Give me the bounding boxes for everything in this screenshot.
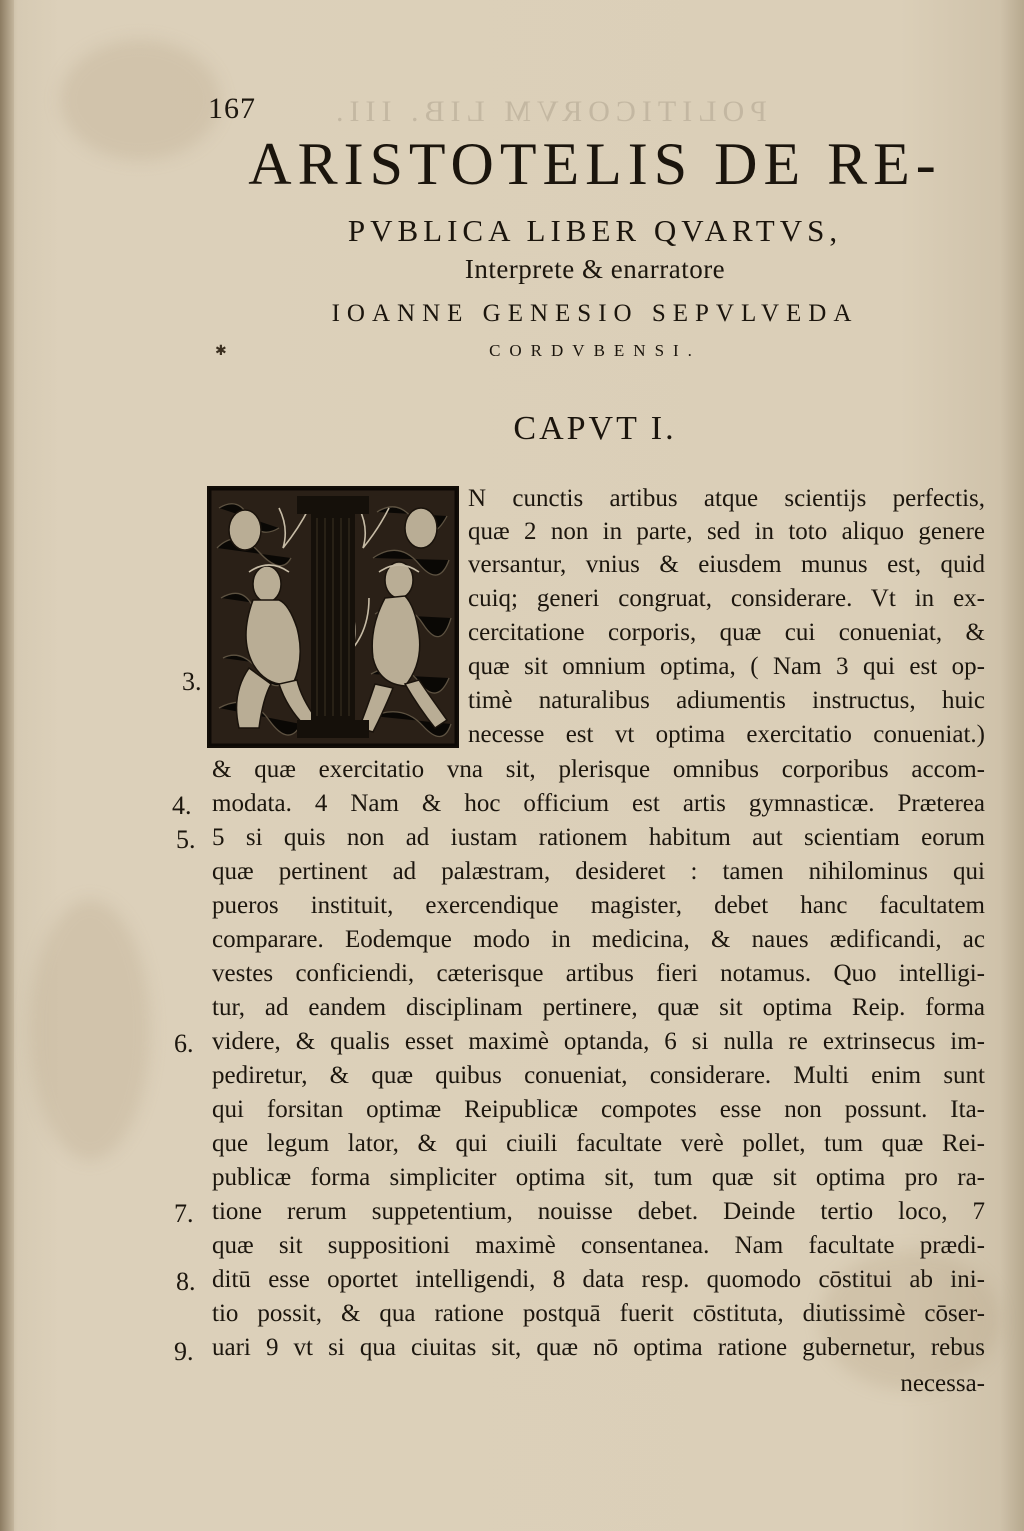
text-line: tione rerum suppetentium, nouisse debet. Deinde tertio loco, 7 xyxy=(212,1198,985,1225)
text-line: ditū esse oportet intelligendi, 8 data resp. quomodo cōstitui ab ini- xyxy=(212,1266,985,1293)
text-line: modata. 4 Nam & hoc officium est artis gymnasticæ. Præterea xyxy=(212,790,985,817)
stray-ink-mark: ✱ xyxy=(215,343,227,359)
text-line: qui forsitan optimæ Reipublicæ compotes esse non possunt. Ita- xyxy=(212,1096,985,1123)
text-line: publicæ forma simpliciter optima sit, tum quæ sit optima pro ra- xyxy=(212,1164,985,1191)
text-line: uari 9 vt si qua ciuitas sit, quæ nō optima ratione gubernetur, rebus xyxy=(212,1334,985,1361)
text-line: tur, ad eandem disciplinam pertinere, quæ sit optima Reip. forma xyxy=(212,994,985,1021)
title-line-1: ARISTOTELIS DE RE- xyxy=(248,131,942,197)
margin-note-9: 9. xyxy=(174,1337,194,1366)
margin-note-5: 5. xyxy=(176,825,196,854)
text-line: versantur, vnius & eiusdem munus est, quid xyxy=(468,551,985,578)
text-line: & quæ exercitatio vna sit, plerisque omnibus corporibus accom- xyxy=(212,756,985,783)
text-line: quæ 2 non in parte, sed in toto aliquo genere xyxy=(468,518,985,545)
margin-note-3: 3. xyxy=(182,667,202,696)
text-line: tio possit, & qua ratione postquā fuerit cōstituta, diutissimè cōser- xyxy=(212,1300,985,1327)
bleed-through-heading: POLITICORVM LIB. III. xyxy=(330,95,767,128)
text-line: N cunctis artibus atque scientijs perfectis, xyxy=(468,485,985,512)
text-line: timè naturalibus adiumentis instructus, huic xyxy=(468,687,985,714)
text-line: pediretur, & quæ quibus conueniat, considerare. Multi enim sunt xyxy=(212,1062,985,1089)
text-line: quæ sit suppositioni maximè consentanea. Nam facultate prædi- xyxy=(212,1232,985,1259)
text-line: que legum lator, & qui ciuili facultate verè pollet, tum quæ Rei- xyxy=(212,1130,985,1157)
page-number: 167 xyxy=(208,92,256,125)
text-line: comparare. Eodemque modo in medicina, & naues ædificandi, ac xyxy=(212,926,985,953)
text-line: quæ sit omnium optima, ( Nam 3 qui est op- xyxy=(468,653,985,680)
margin-note-4: 4. xyxy=(172,791,192,820)
chapter-heading: CAPVT I. xyxy=(513,410,677,447)
margin-note-8: 8. xyxy=(176,1267,196,1296)
margin-note-7: 7. xyxy=(174,1199,194,1228)
text-line: necesse est vt optima exercitatio conueniat.) xyxy=(468,721,985,748)
text-line: cercitatione corporis, quæ cui conueniat, & xyxy=(468,619,985,646)
text-line: vestes conficiendi, cæterisque artibus fieri notamus. Quo intelligi- xyxy=(212,960,985,987)
text-line: videre, & qualis esset maximè optanda, 6 si nulla re extrinsecus im- xyxy=(212,1028,985,1055)
text-line: pueros instituit, exercendique magister, debet hanc facultatem xyxy=(212,892,985,919)
text-line: 5 si quis non ad iustam rationem habitum aut scientiam eorum xyxy=(212,824,985,851)
author-line: IOANNE GENESIO SEPVLVEDA xyxy=(331,300,859,327)
subtitle-line: Interprete & enarratore xyxy=(464,254,726,284)
catchword: necessa- xyxy=(900,1370,985,1397)
text-line: cuiq; generi congruat, considerare. Vt in ex- xyxy=(468,585,985,612)
text-line: quæ pertinent ad palæstram, desideret : tamen nihilominus qui xyxy=(212,858,985,885)
author-origin: CORDVBENSI. xyxy=(489,341,701,360)
margin-note-6: 6. xyxy=(174,1029,194,1058)
title-line-2: PVBLICA LIBER QVARTVS, xyxy=(347,213,843,248)
